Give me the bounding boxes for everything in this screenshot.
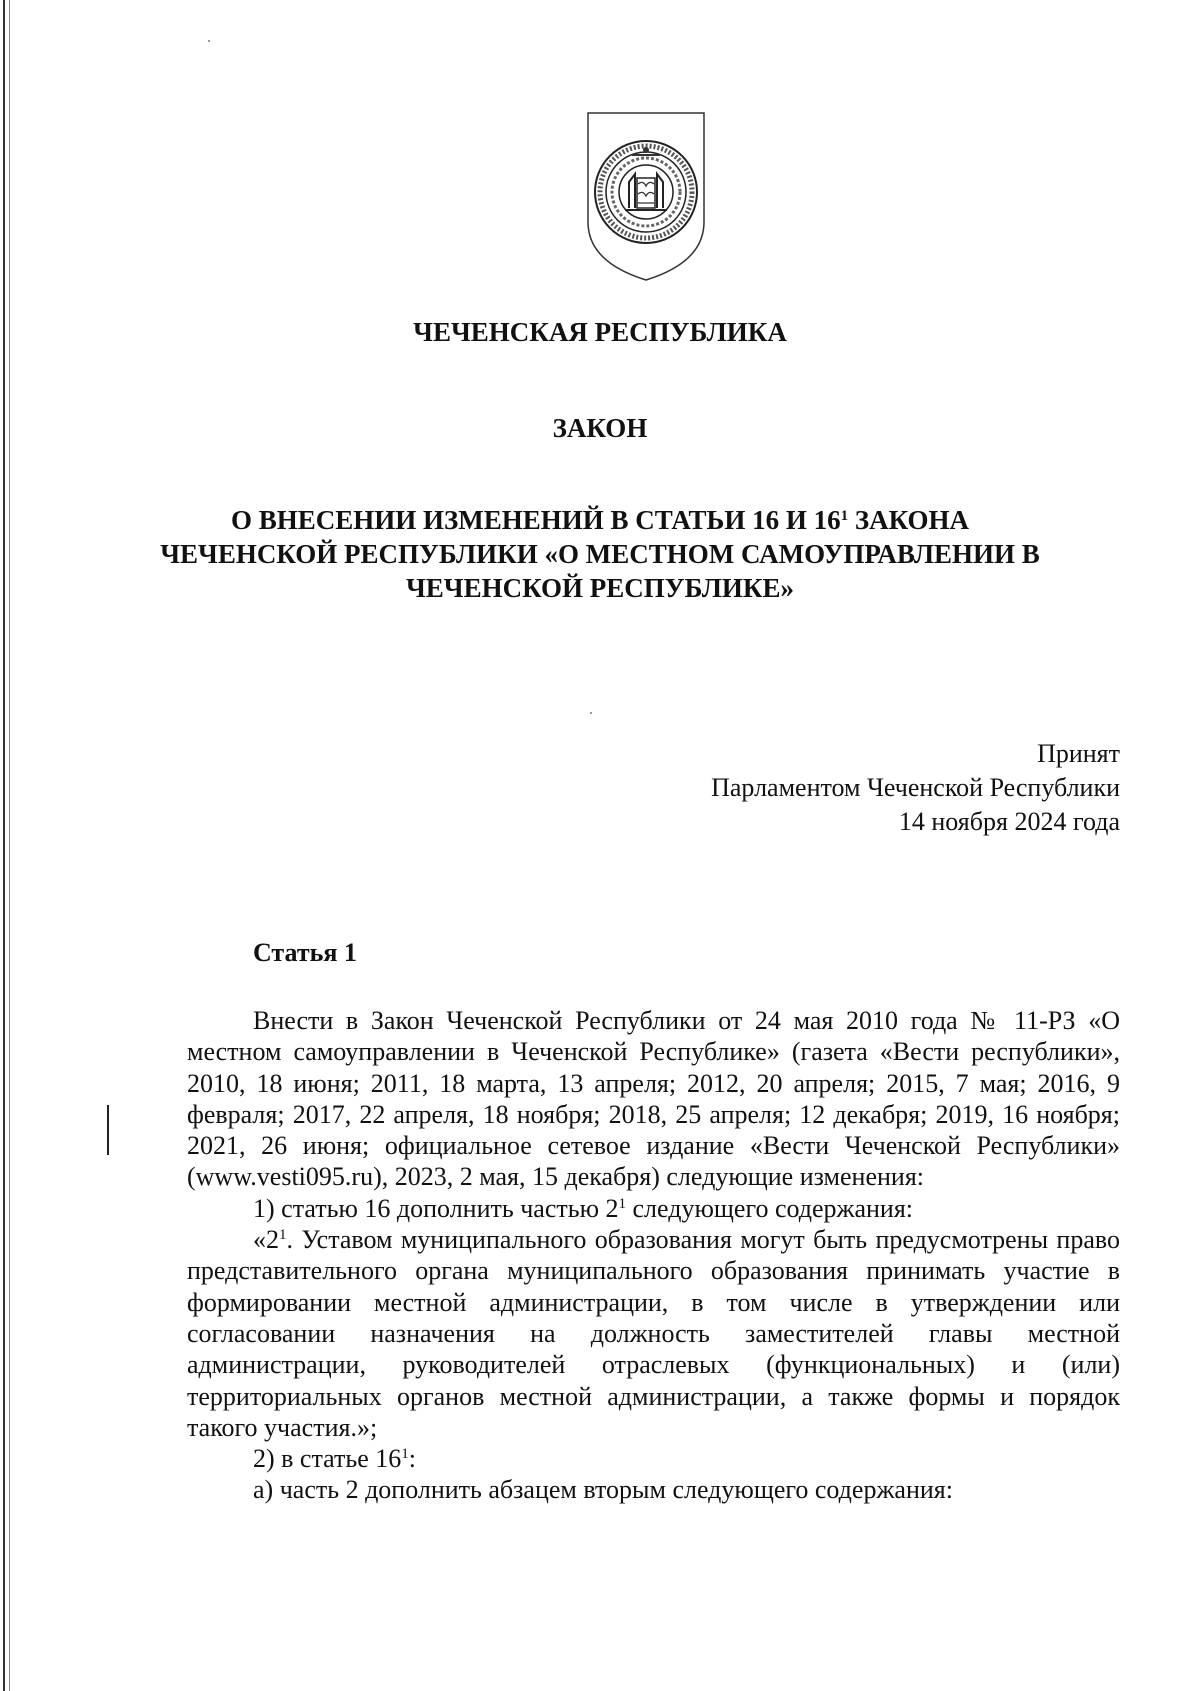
adoption-block (711, 737, 1120, 839)
adoption-line: Парламентом Чеченской Республики (711, 773, 1120, 802)
scan-speck (590, 712, 592, 714)
scan-edge-line (3, 0, 5, 1691)
scan-edge-line (9, 0, 10, 1691)
adoption-line: Принят (1037, 739, 1120, 768)
margin-mark (107, 1105, 109, 1155)
law-title-line: ЧЕЧЕНСКОЙ РЕСПУБЛИКЕ» (405, 573, 794, 603)
law-title-line: ЧЕЧЕНСКОЙ РЕСПУБЛИКИ «О МЕСТНОМ САМОУПРАВЛЕНИИ В (160, 539, 1040, 569)
region-heading: ЧЕЧЕНСКАЯ РЕСПУБЛИКА (413, 317, 787, 347)
paragraph: Внести в Закон Чеченской Республики от 24 мая 2010 года № 11-РЗ «О местном самоуправлении в Чеченской Республике» (газета «Вести республики», 2010, 18 июня; 2011, 18 марта, 13 апреля; 2012, 20 апреля; 2015, 7 мая; 2016, 9 февраля; 2017, 22 апреля, 18 ноября; 2018, 25 апреля; 12 декабря; 2019, 16 ноября; 2021, 26 июня; официальное сетевое издание «Вести Чеченской Республики» (www.vesti095.ru), 2023, 2 мая, 15 декабря) следующие изменения: (187, 1006, 1120, 1192)
quoted-paragraph: «$2^1$. Уставом муниципального образования могут быть предусмотрены право представительного органа муниципального образования принимать участие в формировании местной администрации, в том числе в утверждении или согласовании назначения на должность заместителей главы местной администрации, руководителей отраслевых (функциональных) и (или) территориальных органов местной администрации, а также формы и порядок такого участия.»; (187, 1225, 1120, 1442)
scan-speck (208, 40, 210, 42)
coat-of-arms-emblem (585, 110, 707, 282)
law-title-line: О ВНЕСЕНИИ ИЗМЕНЕНИЙ В СТАТЬИ 16 И $16^1$ ЗАКОНА (230, 505, 970, 535)
list-item: 1) статью 16 дополнить частью $2^1$ следующего содержания: (253, 1193, 914, 1223)
article-body (187, 1005, 1120, 1506)
sub-item: а) часть 2 дополнить абзацем вторым следующего содержания: (253, 1475, 953, 1505)
document-type-heading: ЗАКОН (552, 413, 648, 443)
article-title: Статья 1 (253, 938, 357, 967)
list-item: 2) в статье $16^1$: (253, 1444, 417, 1474)
adoption-date: 14 ноября 2024 года (898, 807, 1120, 836)
